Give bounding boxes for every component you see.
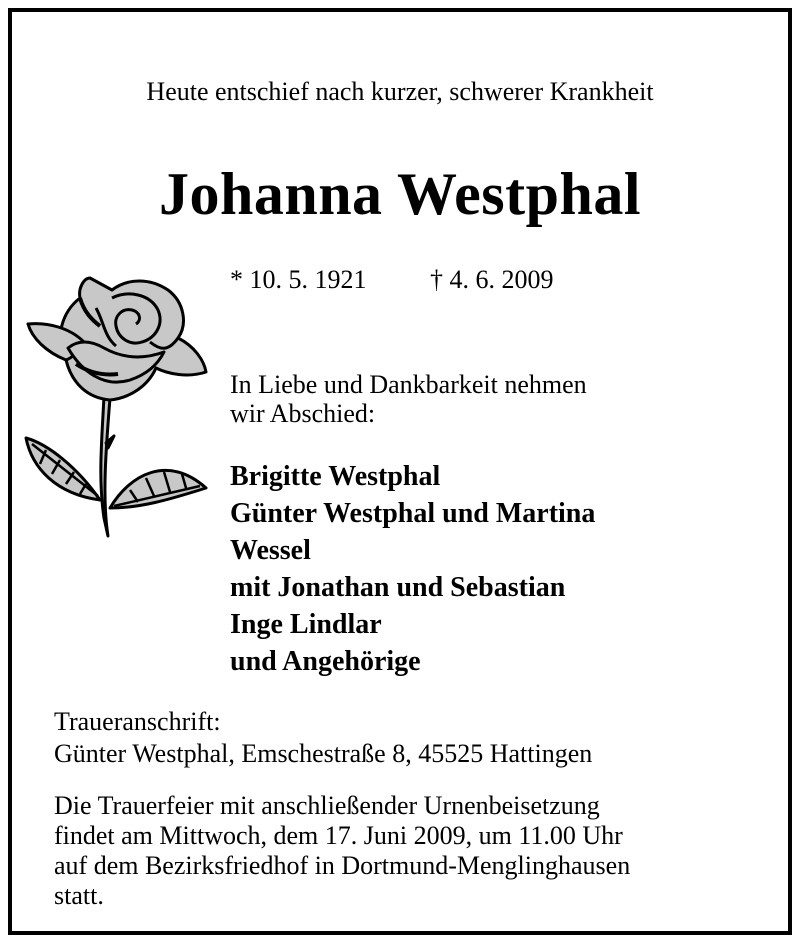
farewell-text [230, 370, 710, 428]
family-member: Brigitte Westphal [230, 461, 441, 492]
family-member: Inge Lindlar [230, 609, 382, 640]
death-date: † 4. 6. 2009 [430, 265, 554, 294]
family-list [230, 458, 750, 680]
birth-date: * 10. 5. 1921 [230, 265, 367, 294]
ceremony-info [54, 791, 774, 911]
deceased-name: Johanna Westphal [158, 161, 642, 227]
rose-icon [18, 268, 208, 558]
address-line: Günter Westphal, Emschestraße 8, 45525 Hattingen [54, 739, 593, 768]
ceremony-line: auf dem Bezirksfriedhof in Dortmund-Menglinghausen [54, 851, 631, 880]
intro-text: Heute entschief nach kurzer, schwerer Krankheit [146, 77, 654, 106]
ceremony-line: statt. [54, 881, 104, 910]
ceremony-line: Die Trauerfeier mit anschließender Urnenbeisetzung [54, 791, 600, 820]
obituary-notice [8, 8, 792, 935]
farewell-line: wir Abschied: [230, 399, 376, 428]
address-label: Traueranschrift: [54, 707, 221, 736]
family-member: Günter Westphal und Martina [230, 498, 596, 529]
farewell-line: In Liebe und Dankbarkeit nehmen [230, 370, 587, 399]
mourning-address [54, 706, 774, 770]
ceremony-line: findet am Mittwoch, dem 17. Juni 2009, um 11.00 Uhr [54, 821, 623, 850]
family-member: Wessel [230, 535, 311, 566]
family-member: mit Jonathan und Sebastian [230, 572, 566, 603]
family-member: und Angehörige [230, 646, 421, 677]
